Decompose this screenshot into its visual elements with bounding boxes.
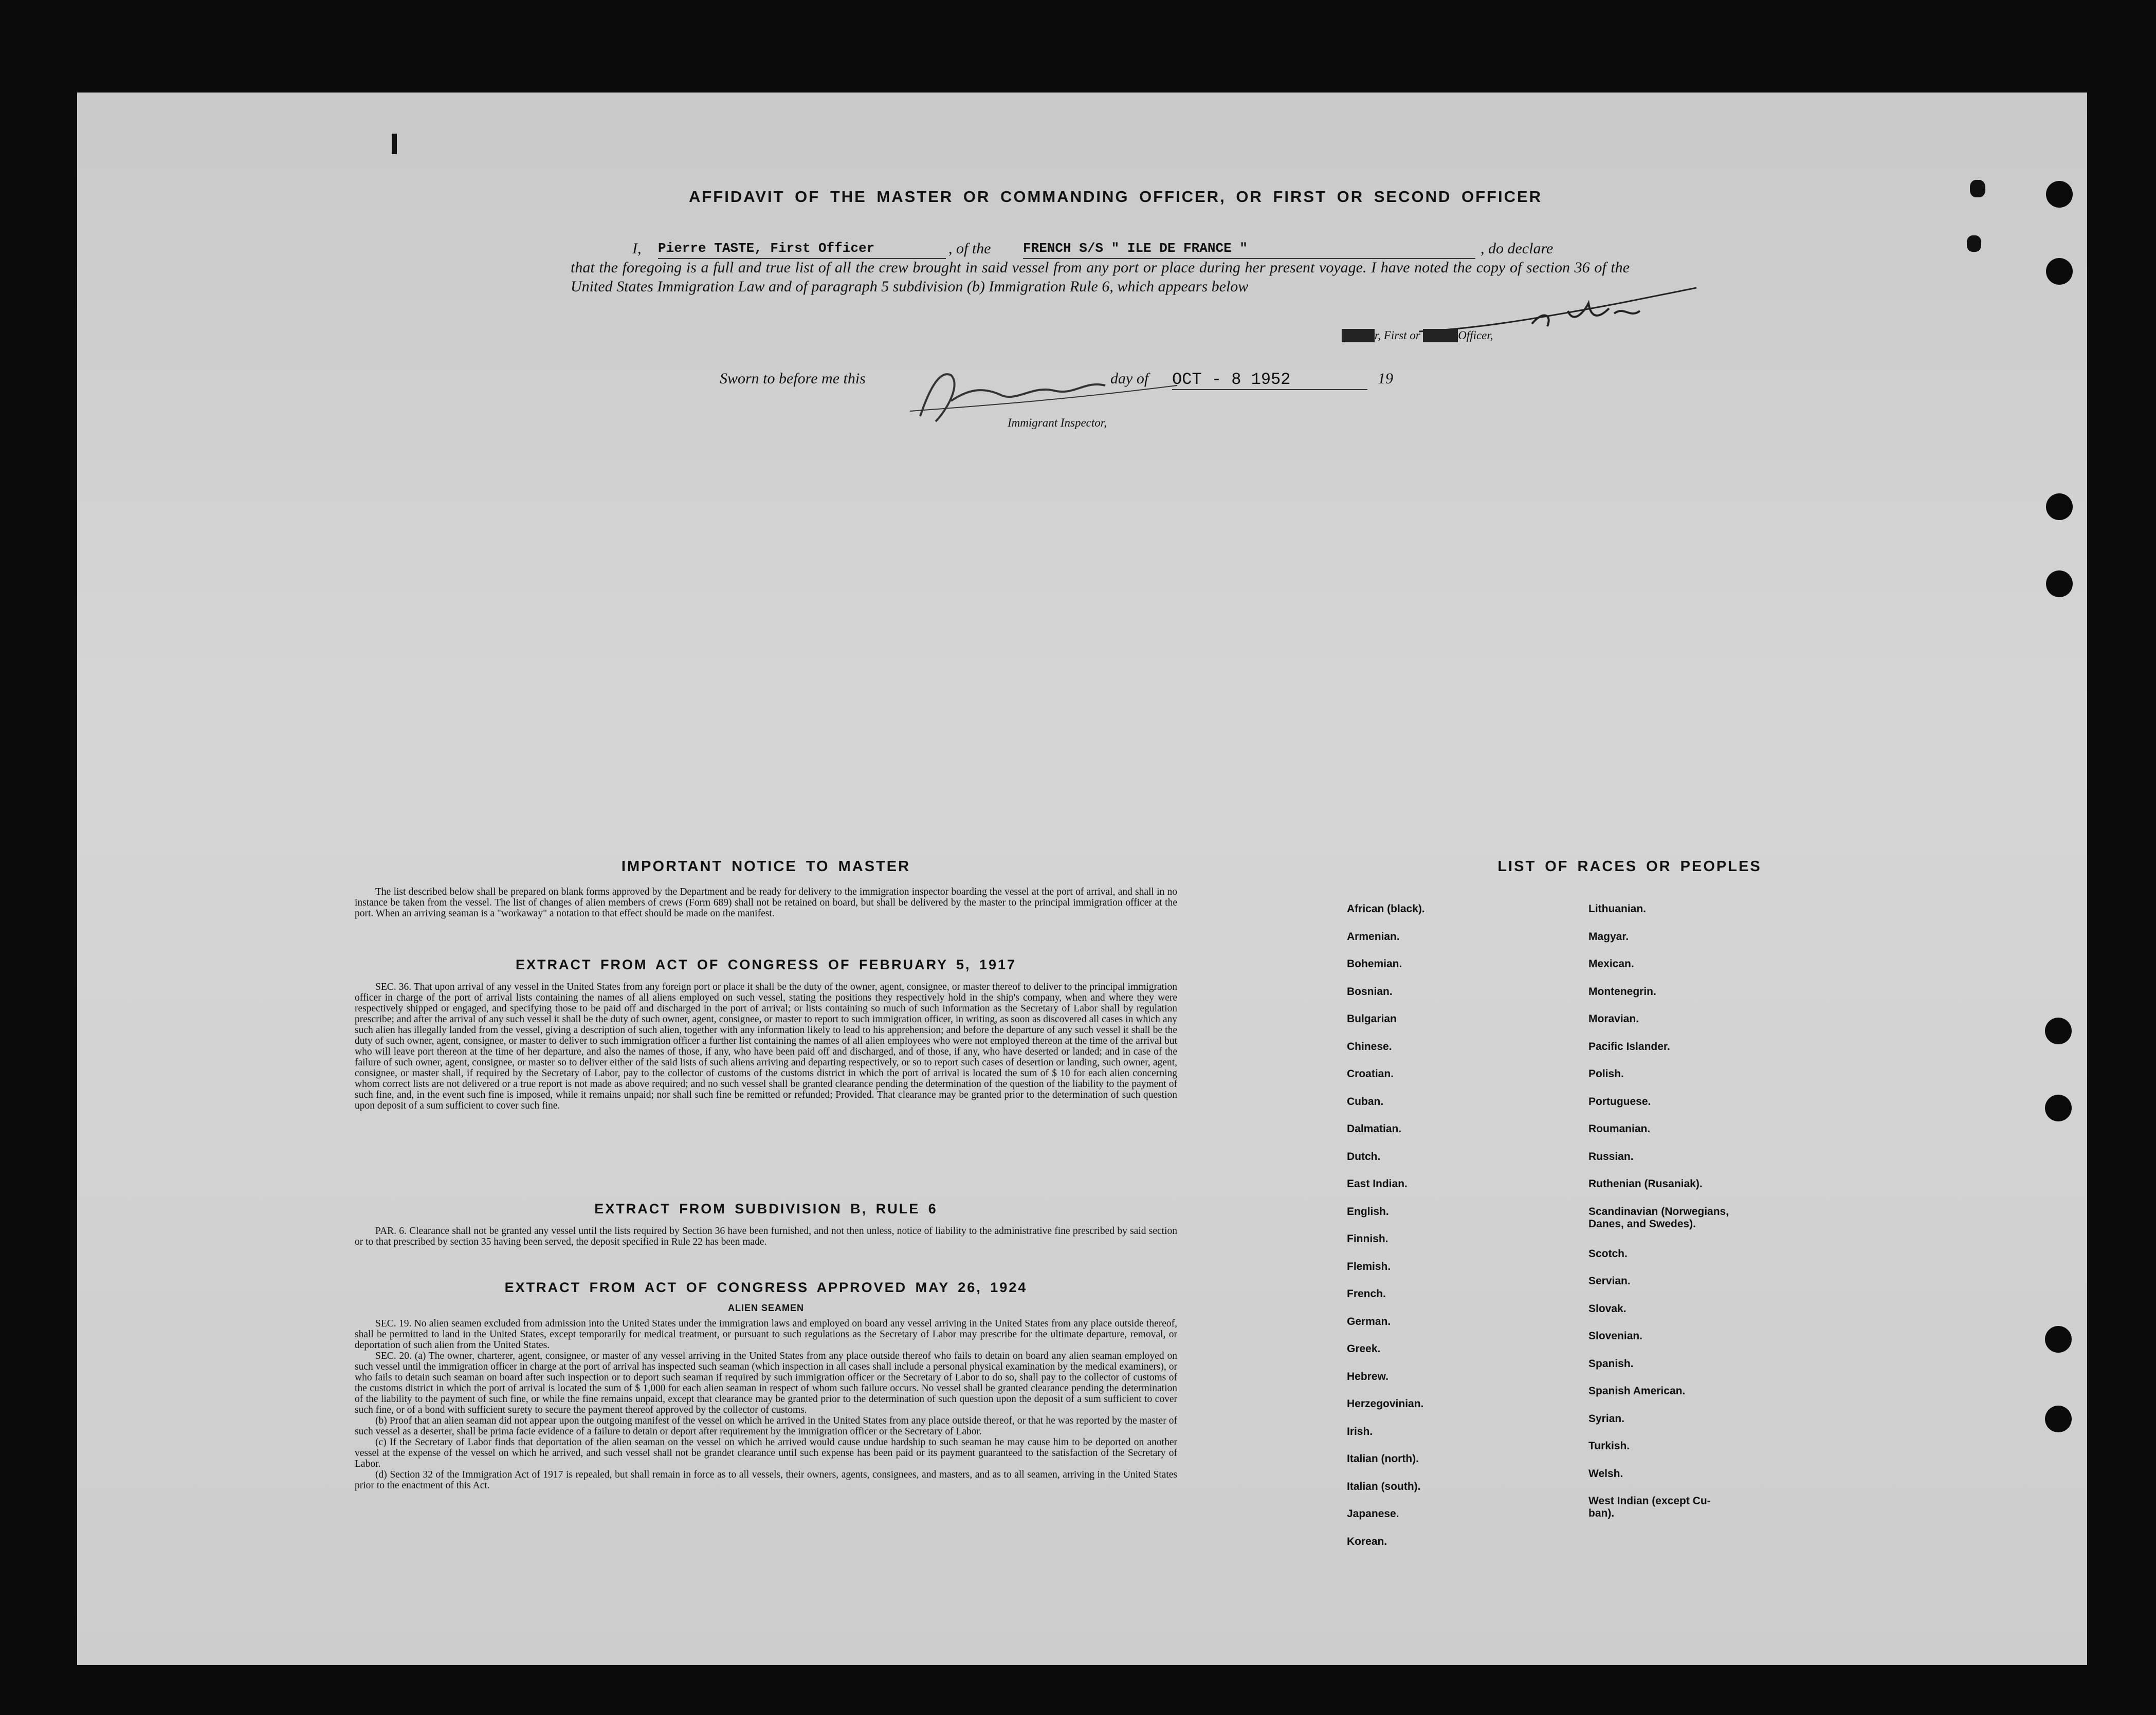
- race-entry: Welsh.: [1588, 1467, 1623, 1480]
- race-entry: Finnish.: [1347, 1233, 1388, 1245]
- ink-mark: [1970, 180, 1985, 197]
- officer-name-field: Pierre TASTE, First Officer: [658, 239, 946, 259]
- extract-1924-subtitle: ALIEN SEAMEN: [727, 1303, 804, 1313]
- officer-title-mid: r, First or: [1374, 329, 1420, 342]
- race-entry: Croatian.: [1347, 1068, 1394, 1080]
- punch-hole: [2045, 1406, 2072, 1432]
- sec-20a-paragraph: SEC. 20. (a) The owner, charterer, agent, consignee, or master of any vessel arriving in the United States from any place outside thereof who fails to detain on board any alien seaman employed on such vessel until the immigration officer in charge at the port of arrival has inspected such seaman (which inspection in all cases shall include a personal physical examination by the medical examiners), or who fails to detain such seaman on board after such inspection or to deport such seaman if required by such immigration officer or the Secretary of Labor to do so, shall pay to the collector of customs of the customs district in which the port of arrival is located the sum of $ 1,000 for each alien seaman in respect of whom such failure occurs. No vessel shall be granted clearance pending the determination of the liability to the payment of such fine, or while the fine remains unpaid, except that clearance may be granted prior to the determination of such question upon the deposit of a sum sufficient to cover such fine, or of a bond with sufficient surety to secure the payment thereof approved by the collector of customs.: [355, 1351, 1177, 1415]
- sec-20c-paragraph: (c) If the Secretary of Labor finds that deportation of the alien seaman on the vessel on which he arrived would cause undue hardship to such seaman he may cause him to be deported on another vessel at the expense of the vessel on which he arrived, and such vessel shall not be grandet clearance until such expense has been paid or its payment guaranteed to the satisfaction of the Secretary of Labor.: [355, 1437, 1177, 1469]
- race-entry: East Indian.: [1347, 1178, 1408, 1190]
- ink-mark: [392, 134, 397, 154]
- race-entry: Italian (south).: [1347, 1480, 1421, 1492]
- race-entry: Turkish.: [1588, 1440, 1630, 1452]
- race-entry: Hebrew.: [1347, 1370, 1388, 1382]
- race-entry: Portuguese.: [1588, 1095, 1651, 1108]
- race-entry: Roumanian.: [1588, 1123, 1651, 1135]
- race-entry: Magyar.: [1588, 930, 1629, 943]
- notice-paragraph: The list described below shall be prepared on blank forms approved by the Department and be ready for delivery to the immigration inspector boarding the vessel at the port of arrival, and shall in no instance be taken from the vessel. The list of changes of alien members of crews (Form 689) shall not be retained on board, but shall be delivered by the master to the principal immigration officer at the port. When an arriving seaman is a "workaway" a notation to that effect should be made on the manifest.: [355, 887, 1177, 919]
- race-entry: Irish.: [1347, 1425, 1373, 1437]
- race-entry: Dutch.: [1347, 1150, 1381, 1163]
- race-entry: Armenian.: [1347, 930, 1400, 943]
- affidavit-of-the: , of the: [948, 240, 991, 257]
- affidavit-intro: I,: [632, 240, 642, 257]
- race-entry: Mexican.: [1588, 958, 1634, 970]
- punch-hole: [2046, 181, 2073, 208]
- race-entry: Bosnian.: [1347, 985, 1393, 998]
- race-entry: Moravian.: [1588, 1013, 1639, 1025]
- extract-1924-title: EXTRACT FROM ACT OF CONGRESS APPROVED MAY 26, 1924: [504, 1280, 1028, 1295]
- extract-1917-paragraph: SEC. 36. That upon arrival of any vessel in the United States from any foreign port or place it shall be the duty of the owner, agent, consignee, or master thereof to deliver to the principal immigration officer in charge of the port of arrival lists containing the names of all aliens employed on such vessel, stating the positions they respectively hold in the ship's company, when and where they were respectively shipped or engaged, and specifying those to be paid off and discharged in the port of arrival; or lists containing so much of such information as the Secretary of Labor shall by regulation prescribe; and after the arrival of any such vessel it shall be the duty of such owner, agent, consignee, or master to report to such immigration officer, in writing, as soon as discovered all cases in which any such alien has illegally landed from the vessel, giving a description of such alien, together with any information likely to lead to his apprehension; and before the departure of any such vessel it shall be the duty of such owner, agent, consignee, or master to deliver to such immigration officer a further list containing the names of all alien employees who were not employed thereon at the time of the arrival but who will leave port thereon at the time of her departure, and also the names of those, if any, who have been paid off and discharged, and of those, if any, who have deserted or landed; and in case of the failure of such owner, agent, consignee, or master so to deliver either of the said lists of such aliens arriving and departing respectively, or so to report such cases of desertion or landing, such owner, agent, consignee, or master shall, if required by the Secretary of Labor, pay to the collector of customs of the customs district in which the port of arrival is located the sum of $ 10 for each alien concerning whom correct lists are not delivered or a true report is not made as above required; and no such vessel shall be granted clearance pending the determination of the question of the liability to the payment of such fine, and, in the event such fine is imposed, while it remains unpaid; nor shall such fine be remitted or refunded; Provided. That clearance may be granted prior to the determination of such question upon deposit of a sum sufficient to cover such fine.: [355, 982, 1177, 1111]
- notice-title: IMPORTANT NOTICE TO MASTER: [621, 858, 911, 875]
- extract-1924-text: [355, 1318, 1177, 1491]
- notice-text: [355, 887, 1177, 919]
- ink-mark: [1967, 235, 1981, 252]
- race-entry: Italian (north).: [1347, 1453, 1419, 1465]
- race-entry: West Indian (except Cu- ban).: [1588, 1495, 1711, 1519]
- race-entry: Syrian.: [1588, 1412, 1625, 1425]
- race-entry: Ruthenian (Rusaniak).: [1588, 1178, 1703, 1190]
- race-entry: Slovak.: [1588, 1302, 1627, 1315]
- sworn-date-stamp: OCT - 8 1952: [1172, 370, 1367, 390]
- race-entry: Spanish American.: [1588, 1385, 1686, 1397]
- extract-1917-title: EXTRACT FROM ACT OF CONGRESS OF FEBRUARY 5, 1917: [515, 957, 1017, 972]
- race-entry: Bulgarian: [1347, 1013, 1397, 1025]
- extract-rule6-paragraph: PAR. 6. Clearance shall not be granted any vessel until the lists required by Section 36 have been furnished, and not then unless, notice of liability to the administrative fine prescribed by said section or to that prescribed by section 35 having been served, the deposit specified in Rule 22 has been made.: [355, 1226, 1177, 1247]
- vessel-name-field: FRENCH S/S " ILE DE FRANCE ": [1023, 239, 1475, 259]
- race-entry: Dalmatian.: [1347, 1123, 1402, 1135]
- race-entry: Spanish.: [1588, 1357, 1634, 1370]
- punch-hole: [2045, 1326, 2072, 1353]
- punch-hole: [2046, 493, 2073, 520]
- race-entry: Lithuanian.: [1588, 903, 1646, 915]
- race-entry: Japanese.: [1347, 1508, 1399, 1520]
- manifest-page: [77, 93, 2087, 1665]
- race-entry: Flemish.: [1347, 1260, 1391, 1273]
- sworn-day-of: day of: [1110, 370, 1149, 387]
- affidavit-declaration-line: [571, 239, 1630, 258]
- races-list-left: [1347, 903, 1425, 1563]
- race-entry: Montenegrin.: [1588, 985, 1656, 998]
- race-entry: Herzegovinian.: [1347, 1398, 1424, 1410]
- race-entry: Korean.: [1347, 1535, 1387, 1547]
- inspector-label: Immigrant Inspector,: [1008, 416, 1107, 429]
- races-list-right: [1588, 903, 1729, 1537]
- struck-second: Second: [1423, 329, 1458, 342]
- sec-19-paragraph: SEC. 19. No alien seamen excluded from admission into the United States under the immigration laws and employed on board any vessel arriving in the United States from any place outside thereof, shall be permitted to land in the United States, except temporarily for medical treatment, or pursuant to such regulations as the Secretary of Labor may prescribe for the ultimate departure, removal, or deportation of such alien from the United States.: [355, 1318, 1177, 1351]
- sworn-year: 19: [1378, 370, 1393, 387]
- race-entry: Servian.: [1588, 1275, 1631, 1287]
- race-entry: German.: [1347, 1315, 1391, 1327]
- sworn-text: Sworn to before me this: [720, 370, 866, 387]
- extract-rule6-title: EXTRACT FROM SUBDIVISION B, RULE 6: [594, 1201, 938, 1216]
- affidavit-paragraph: that the foregoing is a full and true list of all the crew brought in said vessel from any port or place during her present voyage. I have noted the copy of section 36 of the United States Immigration Law and of paragraph 5 subdivision (b) Immigration Rule 6, which appears below: [571, 259, 1630, 295]
- punch-hole: [2045, 1018, 2072, 1044]
- race-entry: Cuban.: [1347, 1095, 1384, 1108]
- extract-1917-text: [355, 982, 1177, 1111]
- race-entry: Chinese.: [1347, 1040, 1392, 1053]
- race-entry: African (black).: [1347, 903, 1425, 915]
- punch-hole: [2046, 570, 2073, 597]
- race-entry: Pacific Islander.: [1588, 1040, 1670, 1053]
- race-entry: Scandinavian (Norwegians, Danes, and Swedes).: [1588, 1205, 1729, 1230]
- race-entry: Russian.: [1588, 1150, 1634, 1163]
- affidavit-do-declare: , do declare: [1481, 240, 1554, 257]
- punch-hole: [2046, 258, 2073, 285]
- race-entry: English.: [1347, 1205, 1389, 1218]
- race-entry: Greek.: [1347, 1343, 1381, 1355]
- races-title: LIST OF RACES OR PEOPLES: [1497, 858, 1762, 875]
- race-entry: Scotch.: [1588, 1247, 1628, 1260]
- punch-hole: [2045, 1095, 2072, 1121]
- race-entry: Bohemian.: [1347, 958, 1402, 970]
- race-entry: French.: [1347, 1288, 1386, 1300]
- race-entry: Polish.: [1588, 1068, 1624, 1080]
- extract-rule6-text: [355, 1226, 1177, 1247]
- sec-20b-paragraph: (b) Proof that an alien seaman did not appear upon the outgoing manifest of the vessel on which he arrived in the United States from any place outside thereof, or that he was reported by the master of such vessel as a deserter, shall be prima facie evidence of a failure to detain or deport after requirement by the immigration officer or the Secretary of Labor.: [355, 1415, 1177, 1437]
- struck-master: Master: [1342, 329, 1375, 342]
- sec-20d-paragraph: (d) Section 32 of the Immigration Act of 1917 is repealed, but shall remain in force as to all vessels, their owners, agents, consignees, and masters, and as to all seamen, arriving in the United States prior to the enactment of this Act.: [355, 1469, 1177, 1491]
- officer-title-line: [1342, 329, 1493, 342]
- race-entry: Slovenian.: [1588, 1330, 1643, 1342]
- affidavit-title: AFFIDAVIT OF THE MASTER OR COMMANDING OFFICER, OR FIRST OR SECOND OFFICER: [688, 188, 1543, 206]
- officer-title-suffix: Officer,: [1458, 329, 1493, 342]
